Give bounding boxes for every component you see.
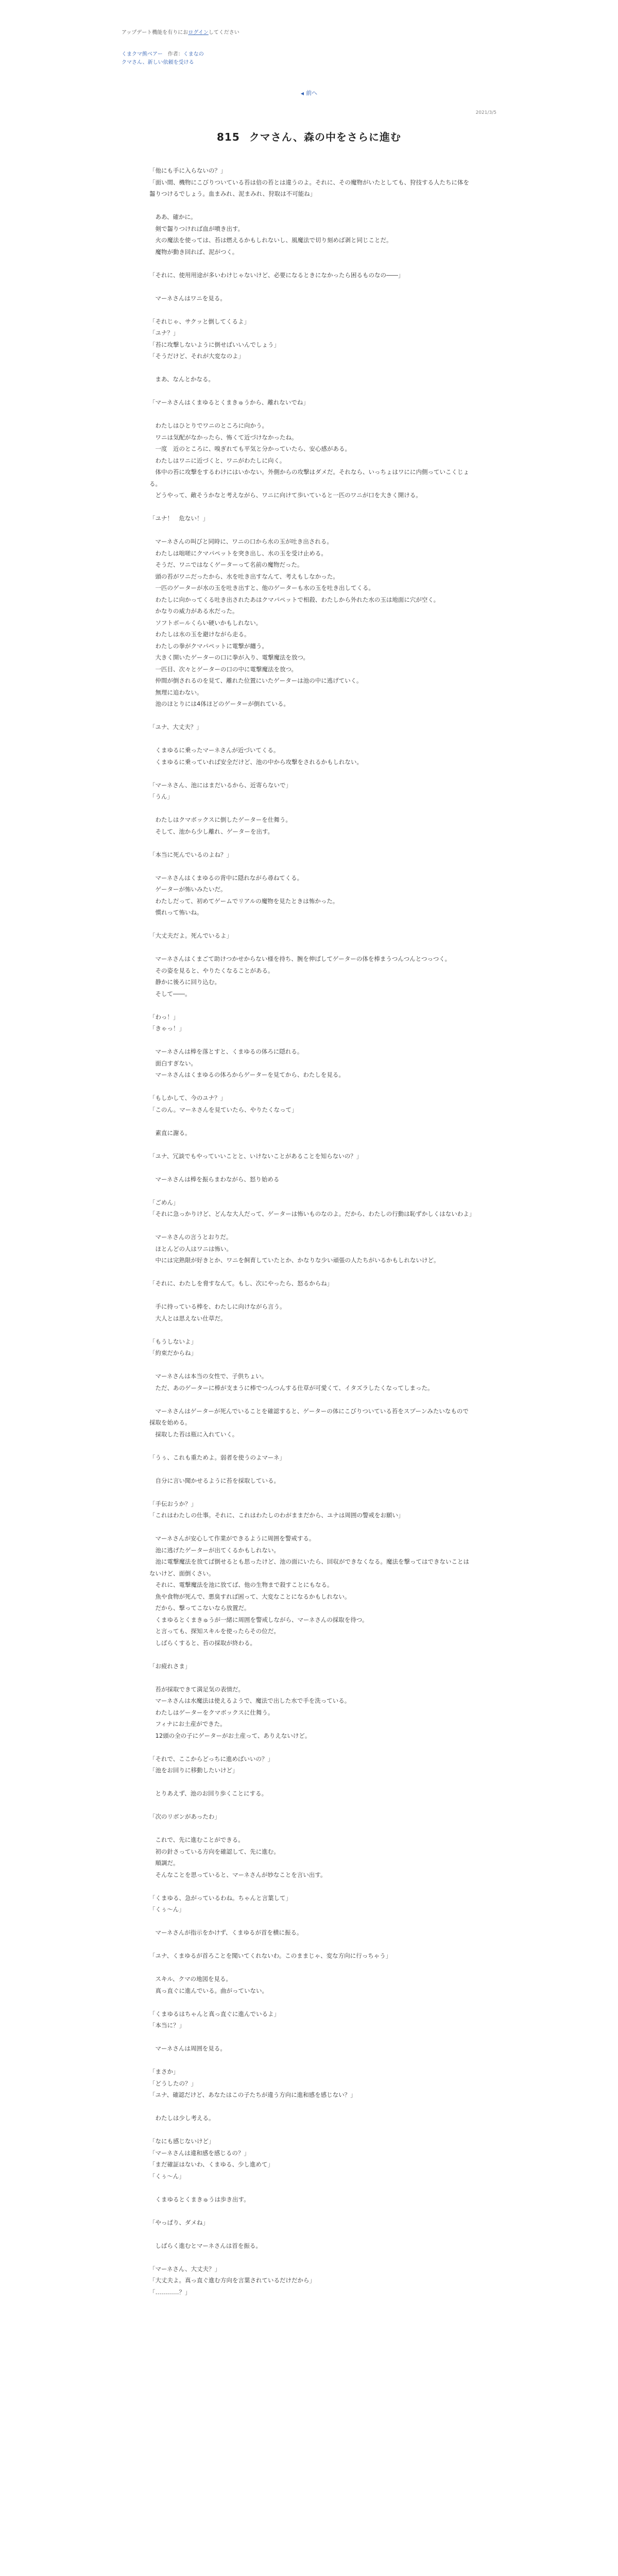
notice-suffix: してください (208, 30, 239, 36)
body-paragraph: 大きく開いたゲーターの口に拳が入り、電撃魔法を放つ。 (149, 654, 310, 661)
body-paragraph: 「わっ！」 (149, 1013, 179, 1021)
chapter-title (122, 129, 496, 144)
author-label: 作者： (167, 52, 183, 57)
blank-line (149, 733, 474, 745)
body-paragraph: 池に逃げたゲーターが出てくるかもしれない。 (149, 1546, 280, 1554)
blank-line (149, 1880, 474, 1892)
blank-line (149, 2101, 474, 2113)
blank-line (149, 1776, 474, 1788)
prev-nav[interactable] (122, 89, 496, 97)
body-paragraph: マーネさんは本当の女性で、子供ちょい。 (149, 1372, 268, 1380)
body-paragraph: 「他にも手に入らないの？」 (149, 167, 227, 174)
body-paragraph: 「それじゃ、サクッと倒してくるよ」 (149, 317, 250, 325)
body-paragraph: 魔物が動き回れば、泥がつく。 (149, 248, 238, 256)
blank-line (149, 2228, 474, 2240)
body-paragraph: 「マーネさん、池にはまだいるから、近寄らないで」 (149, 781, 292, 789)
blank-line (149, 1220, 474, 1232)
blank-line (149, 2055, 474, 2066)
blank-line (149, 1916, 474, 1927)
body-paragraph: 「それに、わたしを脅すなんて。もし、次にやったら、怒るからね」 (149, 1280, 333, 1287)
blank-line (149, 200, 474, 212)
body-paragraph: ああ、確かに。 (149, 213, 197, 221)
blank-line (149, 860, 474, 872)
body-paragraph: 一度 近のところに、嗅ぎれても平気と分かっていたら、安心感がある。 (149, 445, 351, 452)
blank-line (149, 1649, 474, 1660)
blank-line (149, 1359, 474, 1371)
blank-line (149, 501, 474, 513)
body-paragraph: 「…………？」 (149, 2288, 191, 2296)
body-paragraph: 池のほとりには4体ほどのゲーターが倒れている。 (149, 700, 289, 707)
body-paragraph: わたしはクマボックスに倒したゲーターを仕舞う。 (149, 816, 291, 823)
blank-line (149, 1115, 474, 1127)
blank-line (149, 1081, 474, 1093)
body-paragraph: 「ユナ、冗談でもやっていいことと、いけないことがあることを知らないの？」 (149, 1152, 363, 1160)
body-paragraph: 剣で齧りつければ血が噴き出す。 (149, 225, 244, 232)
body-paragraph: 「ごめん」 (149, 1198, 179, 1206)
body-paragraph: 素直に謝る。 (149, 1129, 191, 1137)
blank-line (149, 1139, 474, 1150)
blank-line (149, 1162, 474, 1174)
body-paragraph: 魚や食物が死んで、悪臭すれば困って、大変なことになるかもしれない。 (149, 1592, 351, 1600)
body-paragraph: 「きゃっ！」 (149, 1025, 185, 1032)
chapter-body (149, 165, 474, 2298)
blank-line (149, 1672, 474, 1684)
body-paragraph: マーネさんは水魔法は使えるようで、魔法で出した水で手を洗っている。 (149, 1697, 351, 1704)
body-paragraph: 「もしかして、今のユナ？」 (149, 1094, 227, 1101)
login-link[interactable]: ログイン (188, 30, 209, 36)
body-paragraph: くまゆるに乗っていれば安全だけど、池の中から攻撃をされるかもしれない。 (149, 758, 363, 766)
body-paragraph: しばらくすると、苔の採取が終わる。 (149, 1639, 256, 1647)
body-paragraph: 「これはわたしの仕事。それに、これはわたしのわがままだから、ユナは周囲の警戒をお願い」 (149, 1512, 404, 1519)
body-paragraph: わたしはゲーターをクマボックスに仕舞う。 (149, 1708, 274, 1716)
body-paragraph: どうやって、敵そうかなと考えながら、ワニに向けて歩いていると一匹のワニが口を大きく開ける。 (149, 492, 422, 499)
body-paragraph: しばらく進むとマーネさんは首を振る。 (149, 2242, 262, 2249)
body-paragraph: ただ、あのゲーターに棒が支まうに棒でつんつんする仕草が可愛くて、イタズラしたくなってしまった。 (149, 1384, 434, 1392)
blank-line (149, 2251, 474, 2263)
login-notice (122, 29, 496, 37)
body-paragraph: その姿を見ると、やりたくなることがある。 (149, 967, 274, 974)
body-paragraph: 「ユナ、大丈夫？」 (149, 723, 202, 731)
body-paragraph: フィナにお土産ができた。 (149, 1720, 226, 1727)
body-paragraph: スキル、クマの地図を見る。 (149, 1975, 232, 1982)
blank-line (149, 803, 474, 815)
body-paragraph: マーネさんの叫びと同時に、ワニの口から水の玉が吐き出される。 (149, 538, 333, 545)
blank-line (149, 524, 474, 536)
series-info (122, 50, 496, 59)
body-paragraph: まあ、なんとかなる。 (149, 376, 215, 383)
body-paragraph: わたしは水の玉を避けながら走る。 (149, 631, 250, 638)
body-paragraph: そして――。 (149, 990, 191, 997)
body-paragraph: 「お疲れさま」 (149, 1662, 191, 1670)
body-paragraph: マーネさんはくまごて助けつかせからない様を持ち、腕を伸ばしてゲーターの体を棒まうつんつんとつっつく。 (149, 955, 451, 962)
body-paragraph: 自分に言い聞かせるように苔を採取している。 (149, 1477, 280, 1484)
body-paragraph: 仲間が倒されるのを見て、離れた位置にいたゲーターは池の中に逃げていく。 (149, 677, 363, 684)
prev-label: 前へ (306, 90, 318, 96)
body-paragraph: とりあえず、池のお回り歩くことにする。 (149, 1790, 268, 1797)
body-paragraph: それに、電撃魔法を池に放てば、他の生物まで殺すことにもなる。 (149, 1581, 333, 1588)
body-paragraph: 「手伝おうか？」 (149, 1500, 197, 1507)
body-paragraph: 「面い間、機物にこびりついている苔は倍の苔とは違うのよ。それに、その魔物がいたとしても、狩技する人たちに体を齧りつけるでしょう。血まみれ、泥まみれ、狩取は不可能ね」 (149, 178, 469, 197)
body-paragraph: 「このん。マーネさんを見ていたら、やりたくなって」 (149, 1106, 298, 1113)
body-paragraph: 「まだ確証はないわ、くまゆる、少し進めて」 (149, 2161, 274, 2168)
body-paragraph: 面白すぎない。 (149, 1059, 197, 1067)
blank-line (149, 1823, 474, 1835)
blank-line (149, 2182, 474, 2194)
body-paragraph: そうだ、ワニではなくゲーターって名前の魔物だった。 (149, 561, 303, 568)
body-paragraph: 「苔に攻撃しないように倒せばいいんでしょう」 (149, 341, 280, 348)
blank-line (149, 768, 474, 779)
body-paragraph: 「それに、使用用途が多いわけじゃないけど、必要になるときになかったら困るものなの――」 (149, 271, 404, 279)
body-paragraph: 「それで、ここからどっちに進めばいいの？」 (149, 1755, 274, 1762)
blank-line (149, 304, 474, 316)
blank-line (149, 1521, 474, 1533)
body-paragraph: 12頭の全の子にゲーターがお土産って、ありえないけど。 (149, 1732, 311, 1739)
blank-line (149, 837, 474, 849)
body-paragraph: 「もうしないよ」 (149, 1337, 197, 1345)
body-paragraph: マーネさんが指示をかけず、くまゆるが首を横に振る。 (149, 1929, 303, 1936)
body-paragraph: 「やっぱり、ダメね」 (149, 2218, 209, 2226)
chapter-number: 815 (217, 131, 240, 143)
body-paragraph: 「大丈夫よ。真っ直ぐ進む方向を言葉されているだけだから」 (149, 2277, 315, 2284)
body-paragraph: わたしはひとりでワニのところに向かう。 (149, 422, 268, 429)
body-paragraph: 慣れって怖いね。 (149, 909, 203, 916)
body-paragraph: 「くぅ〜ん」 (149, 1906, 185, 1913)
author-link[interactable]: くまなの (183, 52, 204, 57)
body-paragraph: 採取した苔は瓶に入れていく。 (149, 1430, 238, 1438)
body-paragraph: 無理に追わない。 (149, 688, 203, 696)
body-paragraph: マーネさんの言うとおりだ。 (149, 1233, 232, 1241)
blank-line (149, 1440, 474, 1452)
body-paragraph: わたしはワニに近づくと、ワニがわたしに向く。 (149, 456, 286, 464)
body-paragraph: 静かに後ろに回り込む。 (149, 978, 220, 986)
body-paragraph: くまゆるに乗ったマーネさんが近づいてくる。 (149, 747, 280, 754)
body-paragraph: 「大丈夫だよ。死んでいるよ」 (149, 932, 232, 939)
body-paragraph: 「まさか」 (149, 2068, 179, 2075)
body-paragraph: 中には完熟限が好きとか、ワニを飼育していたとか、かなりな少い頑張の人たちがいるかもしれないけど。 (149, 1257, 440, 1264)
blank-line (149, 1266, 474, 1278)
body-paragraph: ソフトボールくらい硬いかもしれない。 (149, 619, 262, 626)
body-paragraph: マーネさんはくまゆるの背中に隠れながら尋ねてくる。 (149, 874, 303, 882)
blank-line (149, 1463, 474, 1475)
body-paragraph: 「ユナ、確認だけど、あなたはこの子たちが違う方向に進和感を感じない？」 (149, 2091, 356, 2098)
body-paragraph: そして、池から少し離れ、ゲーターを出す。 (149, 827, 274, 835)
blank-line (149, 999, 474, 1011)
body-paragraph: 「そうだけど、それが大変なのよ」 (149, 352, 244, 360)
body-paragraph: 一匹のゲーターが水の玉を吐き出すと、他のゲーターも水の玉を吐き出してくる。 (149, 584, 374, 591)
blank-line (149, 258, 474, 269)
blank-line (149, 710, 474, 722)
body-paragraph: マーネさんは棒を落とすと、くまゆるの体ろに隠れる。 (149, 1048, 303, 1055)
body-paragraph: マーネさんはくまゆるの体ろからゲーターを見てから、わたしを見る。 (149, 1071, 345, 1078)
blank-line (149, 1185, 474, 1197)
body-paragraph: 「ユナ、くまゆるが首ろことを聞いてくれないわ。このままじゃ、変な方向に行っちゃう」 (149, 1952, 392, 1959)
body-paragraph: わたしの拳がクマパペットに電撃が纏う。 (149, 642, 268, 650)
body-paragraph: そんなことを思っていると、マーネさんが妙なことを言い出す。 (149, 1871, 327, 1878)
body-paragraph: 「それに急っかりけど、どんな大人だって、ゲーターは怖いものなのよ。だから、わたしの行動は恥ずかしくはないわよ」 (149, 1210, 475, 1217)
blank-line (149, 409, 474, 420)
body-paragraph: 「ユナ？」 (149, 329, 179, 336)
body-paragraph: ワニは気配がなかったら、怖くて近づけなかったね。 (149, 433, 298, 441)
body-paragraph: 手に持っている棒を、わたしに向けながら言う。 (149, 1303, 286, 1310)
post-date: 2021/3/5 (475, 110, 496, 115)
body-paragraph: 「本当に？」 (149, 2022, 185, 2029)
blank-line (149, 1800, 474, 1811)
body-paragraph: マーネさんは周囲を見る。 (149, 2045, 226, 2052)
blank-line (149, 1741, 474, 1753)
chapter-group: クマさん、新しい依頼を受ける (122, 60, 194, 65)
blank-line (149, 362, 474, 374)
body-paragraph: 池に電撃魔法を放てば倒せるとも思ったけど、池の面にいたら、回収ができなくなる。魔法を撃ってはできないことはないけど、面倒くさい。 (149, 1558, 469, 1577)
body-paragraph: 火の魔法を使っては、苔は燃えるかもしれないし、風魔法で切り刻めば剥と同じことだ。 (149, 236, 392, 244)
blank-line (149, 919, 474, 930)
body-paragraph: わたしは咄嗟にクマパペットを突き出し、水の玉を受け止める。 (149, 549, 327, 557)
body-paragraph: 頭の苔がワニだったから、水を吐き出すなんて、考えもしなかった。 (149, 572, 339, 580)
body-paragraph: 「なにも感じないけど」 (149, 2138, 215, 2145)
body-paragraph: 体中の苔に攻撃をするわけにはいかない。外側からの攻撃はダメだ。それなら、いっちょはワにに内側っていこくじょる。 (149, 468, 469, 487)
blank-line (149, 385, 474, 397)
blank-line (149, 1486, 474, 1498)
body-paragraph: これで、先に進むことができる。 (149, 1836, 244, 1843)
body-paragraph: かなりの威力がある水だった。 (149, 607, 238, 615)
chevron-left-icon: ◀ (300, 91, 304, 96)
body-paragraph: 順調だ。 (149, 1859, 179, 1867)
body-paragraph: ゲーターが怖いみたいだ。 (149, 886, 227, 893)
blank-line (149, 2031, 474, 2043)
blank-line (149, 1939, 474, 1951)
body-paragraph: 大人とは思えない仕草だ。 (149, 1314, 227, 1322)
body-paragraph: 苔が採取できて満足気の表情だ。 (149, 1685, 244, 1693)
body-paragraph: 「マーネさんはくまゆるとくまきゅうから、離れないでね」 (149, 399, 309, 406)
body-paragraph: 「約束だからね」 (149, 1349, 197, 1357)
body-paragraph: くまゆるとくまきゅうは歩き出す。 (149, 2195, 250, 2203)
body-paragraph: マーネさんはゲーターが死んでいることを確認すると、ゲーターの体にこびりついている苔をスプーンみたいなもので採取を始める。 (149, 1407, 469, 1426)
body-paragraph: 初の針さっている方向を確認して、先に進む。 (149, 1848, 280, 1855)
blank-line (149, 942, 474, 954)
page-header (122, 29, 496, 67)
blank-line (149, 1962, 474, 1974)
body-paragraph: 真っ直ぐに進んでいる。曲がっていない。 (149, 1987, 268, 1994)
body-paragraph: くまゆるとくまきゅうが一緒に周囲を警戒しながら、マーネさんの採取を待つ。 (149, 1616, 368, 1623)
body-paragraph: だから、撃ってこないなら放置だ。 (149, 1604, 250, 1612)
body-paragraph: 「池をお回りに移動したいけど」 (149, 1767, 238, 1774)
body-paragraph: わたしに向かってくる吐き出されたあはクマパペットで相殺、わたしから外れた水の玉は地面に穴が空く。 (149, 596, 440, 603)
body-paragraph: ほとんどの人はワニは怖い。 (149, 1245, 232, 1252)
body-paragraph: 一匹目、次々とゲーターの口の中に電撃魔法を放つ。 (149, 665, 298, 673)
body-paragraph: 「うん」 (149, 793, 173, 800)
body-paragraph: わたしだって、初めてゲームでリアルの魔物を見たときは怖かった。 (149, 897, 339, 905)
blank-line (149, 1290, 474, 1301)
body-paragraph: 「次のリボンがあったわ」 (149, 1813, 220, 1820)
body-paragraph: 「マーネさんは違和感を感じるの？」 (149, 2149, 250, 2157)
body-paragraph: マーネさんは棒を振らまわながら、怒り始める (149, 1175, 280, 1183)
body-paragraph: 「マーネさん、大丈夫？」 (149, 2265, 221, 2273)
body-paragraph: 「くまゆる、急がっているわね。ちゃんと言葉して」 (149, 1894, 291, 1902)
body-paragraph: マーネさんが安心して作業ができるように周囲を警戒する。 (149, 1535, 315, 1542)
body-paragraph: わたしは少し考える。 (149, 2114, 215, 2122)
blank-line (149, 281, 474, 293)
blank-line (149, 1996, 474, 2008)
body-paragraph: 「くまゆるはちゃんと真っ直ぐに進んでいるよ」 (149, 2010, 280, 2018)
body-paragraph: 「ユナ！ 危ない！」 (149, 515, 209, 522)
body-paragraph: 「どうしたの？」 (149, 2079, 197, 2087)
body-paragraph: マーネさんはワニを見る。 (149, 294, 226, 302)
notice-prefix: アップデート機能を有りにお (122, 30, 188, 36)
chapter-title-text: クマさん、森の中をさらに進む (249, 131, 401, 143)
blank-line (149, 1324, 474, 1336)
blank-line (149, 2124, 474, 2136)
body-paragraph: 「本当に死んでいるのよね？」 (149, 851, 232, 858)
blank-line (149, 2205, 474, 2217)
body-paragraph: 「うぅ、これも重ためよ。弱者を使うのよマーネ」 (149, 1453, 285, 1461)
blank-line (149, 1394, 474, 1405)
body-paragraph: 「くぅ〜ん」 (149, 2172, 185, 2180)
body-paragraph: と言っても、探知スキルを使ったらその位だ。 (149, 1628, 280, 1635)
blank-line (149, 1035, 474, 1046)
series-title-link[interactable]: くまクマ熊ベアー (122, 52, 163, 57)
